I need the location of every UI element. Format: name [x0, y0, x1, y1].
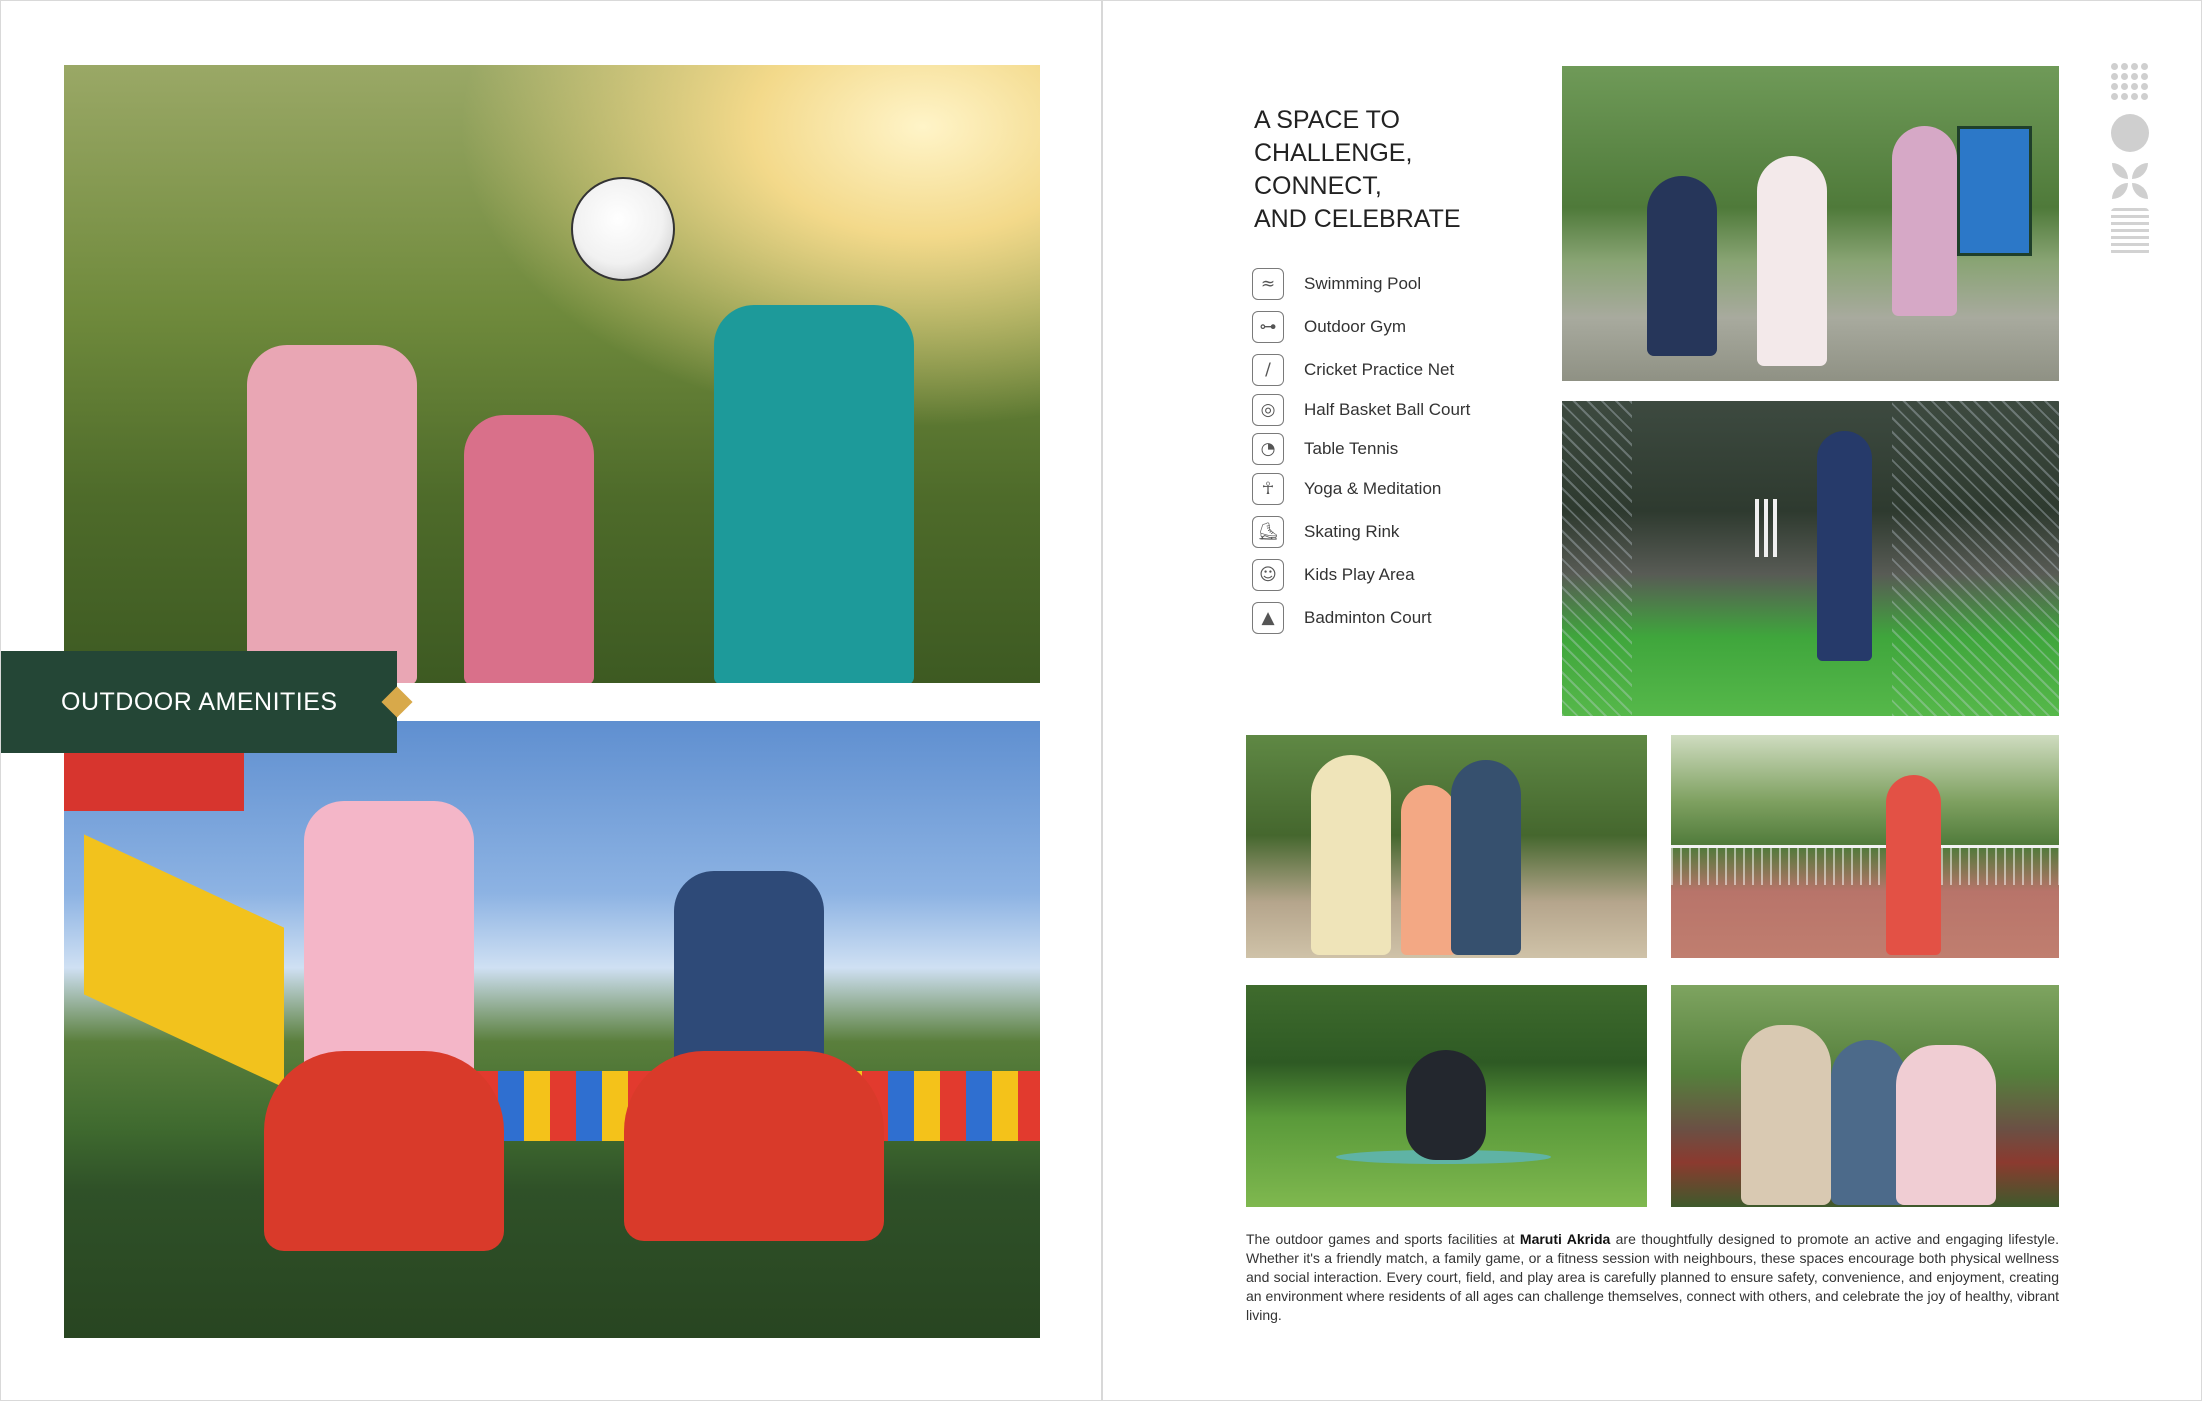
- amenity-label: Outdoor Gym: [1304, 317, 1407, 336]
- swimmer-icon: ≈: [1252, 268, 1284, 300]
- heading-line: CONNECT,: [1254, 172, 1382, 200]
- description-prefix: The outdoor games and sports facilities at: [1246, 1231, 1520, 1247]
- description-suffix: are thoughtfully designed to promote an active and engaging lifestyle. Whether it's a friendly match, a family game, or a fitness session with neighbours, these spaces encourage both physical wellness and social interaction. Every court, field, and play area is carefully planned to ensure safety, convenience, and enjoyment, creating an environment where residents of all ages can challenge themselves, connect with others, and celebrate the joy of healthy, vibrant living.: [1246, 1231, 2059, 1323]
- woman-right-figure: [1896, 1045, 1996, 1205]
- woman-middle-figure: [1831, 1040, 1906, 1205]
- amenity-outdoor-gym: [1252, 310, 1406, 344]
- section-banner: [1, 651, 397, 753]
- amenity-half-basket-ball-court: [1252, 393, 1470, 427]
- amenity-swimming-pool: [1252, 267, 1421, 301]
- skating-girl-figure: [1401, 785, 1456, 955]
- blue-board: [1957, 126, 2032, 256]
- playground-roof: [64, 751, 244, 811]
- yoga-photo: [1246, 985, 1647, 1207]
- amenities-heading: [1254, 104, 1554, 236]
- basketball-icon: ◎: [1252, 394, 1284, 426]
- page-gutter: [1101, 1, 1103, 1401]
- slide: [84, 834, 284, 1087]
- amenity-yoga-meditation: [1252, 472, 1441, 506]
- outdoor-gym-photo: [1562, 66, 2059, 381]
- amenity-skating-rink: [1252, 515, 1399, 549]
- heading-line: A SPACE TO: [1254, 106, 1400, 134]
- amenity-label: Kids Play Area: [1304, 565, 1415, 584]
- decorative-pattern: [2111, 63, 2151, 256]
- amenities-description: [1246, 1230, 2059, 1325]
- heading-line: CHALLENGE,: [1254, 139, 1413, 167]
- amenity-label: Table Tennis: [1304, 439, 1399, 458]
- dumbbell-icon: ⊶: [1252, 311, 1284, 343]
- skater-icon: ⛸: [1252, 516, 1284, 548]
- red-rocking-horse-left: [264, 1051, 504, 1251]
- wave-lines-icon: [2111, 208, 2149, 256]
- mother-figure: [247, 345, 417, 683]
- amenity-label: Half Basket Ball Court: [1304, 400, 1471, 419]
- woman-on-machine-figure: [1647, 176, 1717, 356]
- kids-on-rocking-horses-photo: [64, 721, 1040, 1338]
- net-left: [1562, 401, 1632, 716]
- dot-grid-icon: [2111, 63, 2151, 100]
- yoga-icon: ☥: [1252, 473, 1284, 505]
- tennis-photo: [1671, 735, 2059, 958]
- woman-left-figure: [1741, 1025, 1831, 1205]
- standing-woman-figure: [1757, 156, 1827, 366]
- amenity-table-tennis: [1252, 432, 1398, 466]
- section-title: OUTDOOR AMENITIES: [61, 687, 338, 716]
- father-figure: [714, 305, 914, 683]
- shuttlecock-icon: ▲: [1252, 602, 1284, 634]
- football-icon: [571, 177, 675, 281]
- amenity-badminton-court: [1252, 601, 1432, 635]
- table-tennis-icon: ◔: [1252, 433, 1284, 465]
- cricket-bat-icon: /: [1252, 354, 1284, 386]
- cricket-practice-net-photo: [1562, 401, 2059, 716]
- amenity-label: Swimming Pool: [1304, 274, 1422, 293]
- brand-name: Maruti Akrida: [1519, 1231, 1611, 1247]
- stumps: [1755, 499, 1777, 557]
- meditating-woman-figure: [1406, 1050, 1486, 1160]
- red-rocking-horse-right: [624, 1051, 884, 1241]
- boy-batsman-figure: [1817, 431, 1872, 661]
- tennis-girl-figure: [1886, 775, 1941, 955]
- amenity-cricket-practice-net: [1252, 353, 1454, 387]
- woman-on-walker-figure: [1892, 126, 1957, 316]
- circle-icon: [2111, 114, 2149, 152]
- child-figure: [464, 415, 594, 683]
- skating-photo: [1246, 735, 1647, 958]
- amenity-label: Badminton Court: [1304, 608, 1432, 627]
- kids-play-icon: ☺: [1252, 559, 1284, 591]
- amenity-label: Cricket Practice Net: [1304, 360, 1455, 379]
- father-figure: [1451, 760, 1521, 955]
- family-playing-ball-photo: [64, 65, 1040, 683]
- amenity-label: Skating Rink: [1304, 522, 1400, 541]
- tennis-net: [1671, 845, 2059, 885]
- petal-icon: [2111, 162, 2149, 200]
- park-bench-photo: [1671, 985, 2059, 1207]
- mother-figure: [1311, 755, 1391, 955]
- heading-line: AND CELEBRATE: [1254, 205, 1461, 233]
- amenity-kids-play-area: [1252, 558, 1415, 592]
- net-right: [1892, 401, 2059, 716]
- amenity-label: Yoga & Meditation: [1304, 479, 1442, 498]
